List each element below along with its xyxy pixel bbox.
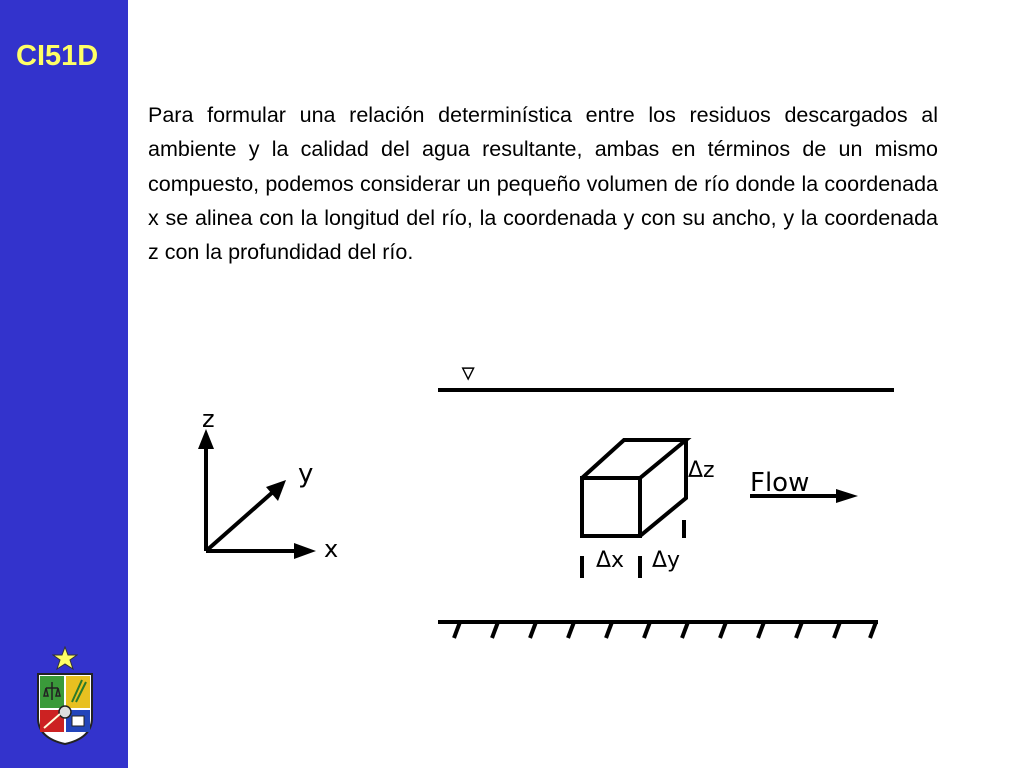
delta-x-label: Δx <box>596 548 625 573</box>
x-axis-label: x <box>324 535 339 563</box>
delta-z-label: Δz <box>688 458 715 483</box>
delta-y-label: Δy <box>652 548 681 573</box>
sidebar <box>0 0 128 768</box>
y-axis <box>206 491 274 551</box>
flow-label: Flow <box>750 468 810 498</box>
axes-diagram <box>188 405 348 580</box>
y-axis-label: y <box>298 459 314 489</box>
box-right-face <box>640 440 686 536</box>
body-paragraph: Para formular una relación determinística entre los residuos descargados al ambiente y la calidad del agua resultante, ambas en términos de un mismo compuesto, podemos considerar un pequeño volumen de río donde la coordenada x se alinea con la longitud del río, la coordenada y con su ancho, y la coordenada z con la profundidad del río. <box>148 103 938 265</box>
water-surface-symbol: ▽ <box>462 365 475 382</box>
river-diagram <box>430 360 910 650</box>
star-icon <box>52 646 78 670</box>
course-code: CI51D <box>16 40 99 72</box>
box-top-face <box>582 440 686 478</box>
flow-arrowhead <box>836 489 858 503</box>
z-axis-label: z <box>202 405 215 433</box>
river-drawing <box>430 360 910 650</box>
box-front-face <box>582 478 640 536</box>
university-crest-icon <box>36 672 94 746</box>
x-arrowhead <box>294 543 316 559</box>
river-bed-hatching <box>454 622 876 638</box>
